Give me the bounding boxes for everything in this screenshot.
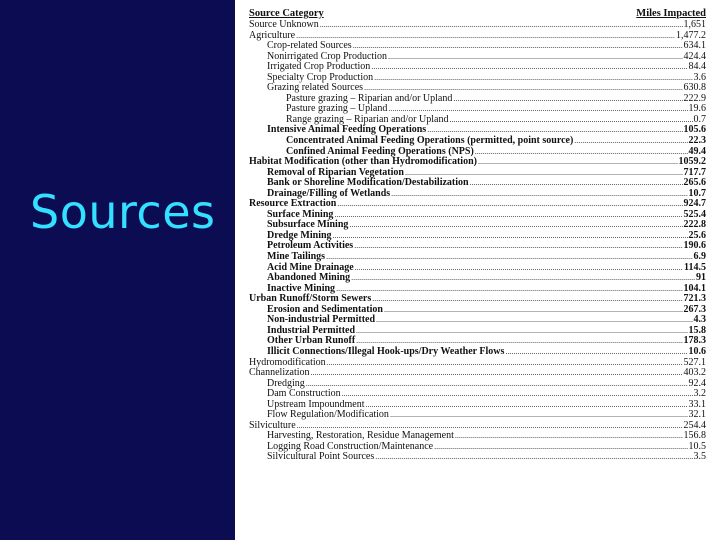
dot-leader	[376, 315, 692, 326]
dot-leader	[351, 273, 695, 284]
dot-leader	[354, 241, 682, 252]
source-category-label: Source Unknown	[249, 19, 319, 30]
source-category-label: Industrial Permitted	[267, 324, 356, 336]
dot-leader	[306, 379, 688, 390]
miles-impacted-value: 10.6	[688, 345, 706, 357]
miles-impacted-value: 10.5	[688, 440, 706, 452]
source-category-label: Bank or Shoreline Modification/Destabilization	[267, 177, 469, 189]
source-category-label: Agriculture	[249, 29, 296, 41]
miles-impacted-value: 424.4	[683, 50, 706, 62]
miles-impacted-value: 267.3	[683, 303, 706, 315]
source-category-label: Irrigated Crop Production	[267, 61, 371, 73]
source-category-label: Mine Tailings	[267, 251, 326, 263]
miles-impacted-value: 91	[696, 272, 706, 284]
table-row	[249, 358, 706, 369]
miles-impacted-value: 84.4	[688, 61, 706, 73]
miles-impacted-value: 3.6	[693, 71, 706, 83]
source-category-label: Channelization	[249, 367, 310, 379]
dot-leader	[353, 41, 683, 52]
miles-impacted-value: 254.4	[683, 419, 706, 431]
dot-leader	[355, 263, 683, 274]
dot-leader	[475, 147, 688, 158]
source-category-label: Range grazing – Riparian and/or Upland	[286, 113, 449, 125]
slide-title: Sources	[30, 185, 216, 239]
source-category-label: Silvicultural Point Sources	[267, 451, 375, 463]
table-row	[249, 347, 706, 358]
source-category-label: Grazing related Sources	[267, 82, 364, 94]
document-page	[235, 0, 720, 540]
miles-impacted-value: 22.3	[688, 135, 706, 147]
dot-leader	[384, 305, 683, 316]
dot-leader	[349, 220, 682, 231]
source-category-label: Pasture grazing – Upland	[286, 103, 388, 115]
miles-impacted-value: 630.8	[683, 82, 706, 94]
source-category-label: Resource Extraction	[249, 198, 337, 210]
miles-impacted-value: 265.6	[683, 177, 706, 189]
miles-impacted-value: 403.2	[683, 367, 706, 379]
source-category-label: Inactive Mining	[267, 282, 336, 294]
source-category-label: Specialty Crop Production	[267, 71, 374, 83]
miles-impacted-value: 32.1	[688, 409, 706, 421]
source-category-label: Upstream Impoundment	[267, 398, 365, 410]
source-category-label: Petroleum Activities	[267, 240, 354, 252]
miles-impacted-value: 92.4	[688, 377, 706, 389]
dot-leader	[326, 252, 692, 263]
miles-impacted-value: 15.8	[688, 324, 706, 336]
dot-leader	[574, 136, 687, 147]
dot-leader	[374, 73, 692, 84]
table-row	[249, 136, 706, 147]
dot-leader	[478, 157, 678, 168]
dot-leader	[337, 199, 682, 210]
miles-impacted-value: 105.6	[683, 124, 706, 136]
source-category-label: Removal of Riparian Vegetation	[267, 166, 404, 178]
source-category-label: Logging Road Construction/Maintenance	[267, 440, 434, 452]
miles-impacted-value: 190.6	[683, 240, 706, 252]
source-category-label: Nonirrigated Crop Production	[267, 50, 387, 62]
source-category-label: Harvesting, Restoration, Residue Management	[267, 430, 454, 442]
source-category-label: Confined Animal Feeding Operations (NPS)	[286, 145, 474, 157]
table-row	[249, 410, 706, 421]
source-category-label: Drainage/Filling of Wetlands	[267, 187, 391, 199]
table-row	[249, 452, 706, 463]
dot-leader	[453, 94, 682, 105]
dot-leader	[390, 410, 688, 421]
column-header-miles-impacted: Miles Impacted	[636, 8, 706, 19]
source-category-label: Acid Mine Drainage	[267, 261, 354, 273]
source-category-label: Dam Construction	[267, 388, 341, 400]
source-category-label: Pasture grazing – Riparian and/or Upland	[286, 92, 453, 104]
miles-impacted-value: 178.3	[683, 335, 706, 347]
dot-leader	[320, 20, 683, 31]
source-category-label: Illicit Connections/Illegal Hook-ups/Dry Weather Flows	[267, 345, 505, 357]
miles-impacted-value: 10.7	[688, 187, 706, 199]
table-row	[249, 20, 706, 31]
dot-leader	[449, 115, 692, 126]
miles-impacted-value: 19.6	[688, 103, 706, 115]
source-category-label: Flow Regulation/Modification	[267, 409, 389, 421]
miles-impacted-value: 6.9	[693, 251, 706, 263]
source-category-label: Dredge Mining	[267, 229, 332, 241]
column-header-source-category: Source Category	[249, 8, 324, 19]
table-row	[249, 252, 706, 263]
miles-impacted-value: 114.5	[684, 261, 706, 273]
source-category-label: Subsurface Mining	[267, 219, 349, 231]
source-category-label: Dredging	[267, 377, 305, 389]
source-category-label: Concentrated Animal Feeding Operations (permitted, point source)	[286, 135, 574, 147]
miles-impacted-value: 222.8	[683, 219, 706, 231]
miles-impacted-value: 1,477.2	[676, 29, 706, 41]
dot-leader	[434, 442, 687, 453]
dot-leader	[375, 452, 692, 463]
dot-leader	[342, 389, 693, 400]
dot-leader	[388, 52, 683, 63]
source-category-label: Non-industrial Permitted	[267, 314, 376, 326]
dot-leader	[327, 358, 683, 369]
dot-leader	[333, 231, 688, 242]
miles-impacted-value: 33.1	[688, 398, 706, 410]
dot-leader	[334, 210, 682, 221]
miles-impacted-value: 49.4	[688, 145, 706, 157]
dot-leader	[311, 368, 683, 379]
table-row	[249, 368, 706, 379]
miles-impacted-value: 156.8	[683, 430, 706, 442]
dot-leader	[296, 31, 675, 42]
source-category-label: Habitat Modification (other than Hydromodification)	[249, 156, 477, 168]
dot-leader	[391, 189, 687, 200]
miles-impacted-value: 3.5	[693, 451, 706, 463]
dot-leader	[371, 62, 687, 73]
miles-impacted-value: 104.1	[683, 282, 706, 294]
miles-impacted-value: 4.3	[693, 314, 706, 326]
source-category-label: Intensive Animal Feeding Operations	[267, 124, 427, 136]
miles-impacted-value: 3.2	[693, 388, 706, 400]
source-category-label: Surface Mining	[267, 208, 334, 220]
dot-leader	[470, 178, 683, 189]
miles-impacted-value: 1,651	[683, 19, 706, 30]
miles-impacted-value: 717.7	[683, 166, 706, 178]
dot-leader	[372, 294, 682, 305]
source-category-label: Crop-related Sources	[267, 40, 352, 52]
miles-impacted-value: 25.6	[688, 229, 706, 241]
miles-impacted-value: 1059.2	[678, 156, 706, 168]
dot-leader	[336, 284, 682, 295]
miles-impacted-value: 634.1	[683, 40, 706, 52]
dot-leader	[365, 400, 687, 411]
dot-leader	[356, 326, 687, 337]
source-category-label: Other Urban Runoff	[267, 335, 356, 347]
dot-leader	[455, 431, 683, 442]
dot-leader	[505, 347, 687, 358]
miles-impacted-value: 0.7	[693, 113, 706, 125]
source-table	[249, 20, 706, 463]
miles-impacted-value: 924.7	[683, 198, 706, 210]
source-category-label: Erosion and Sedimentation	[267, 303, 383, 315]
miles-impacted-value: 721.3	[683, 293, 706, 305]
miles-impacted-value: 527.1	[683, 356, 706, 368]
source-category-label: Abandoned Mining	[267, 272, 351, 284]
source-category-label: Hydromodification	[249, 356, 326, 368]
source-category-label: Silviculture	[249, 419, 296, 431]
miles-impacted-value: 525.4	[683, 208, 706, 220]
source-category-label: Urban Runoff/Storm Sewers	[249, 293, 372, 305]
miles-impacted-value: 222.9	[683, 92, 706, 104]
